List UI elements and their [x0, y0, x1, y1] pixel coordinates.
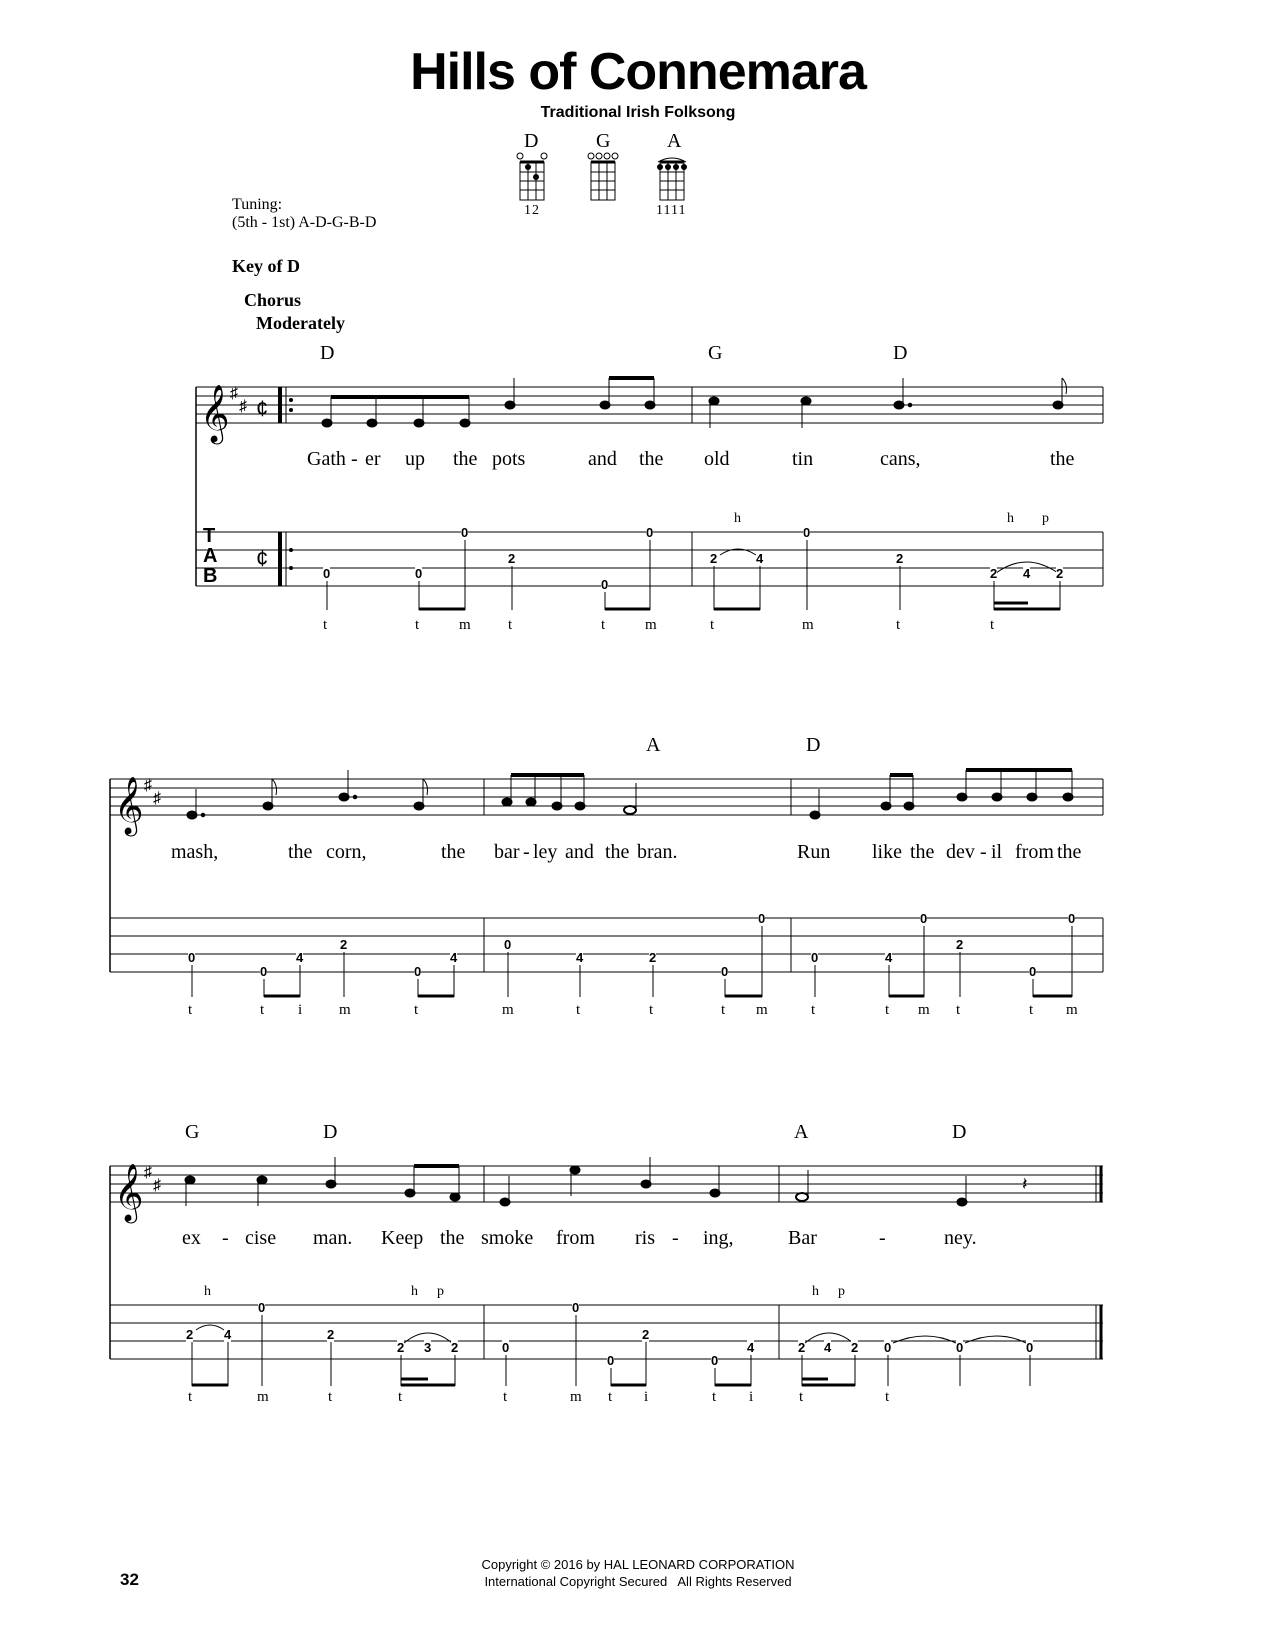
sharp-icon: ♯: [144, 1164, 152, 1181]
lyric-syllable: bran.: [637, 841, 678, 863]
sharp-icon: ♯: [144, 777, 152, 794]
tab-fret-number: 2: [186, 1327, 194, 1342]
lyric-syllable: dev: [946, 841, 975, 863]
tab-fret-number: 2: [397, 1340, 405, 1355]
cut-time-icon: ¢: [256, 546, 269, 571]
lyric-syllable: Bar: [788, 1227, 817, 1249]
chord-symbol: A: [794, 1121, 809, 1143]
lyric-syllable: up: [405, 448, 425, 470]
tab-fret-number: 0: [803, 525, 811, 540]
tab-fret-number: 4: [450, 950, 458, 965]
lyric-syllable: ris: [635, 1227, 655, 1249]
chord-diagram-name-d: D: [524, 130, 539, 152]
lyric-syllable: the: [453, 448, 478, 470]
chord-diagram-name-a: A: [667, 130, 682, 152]
tab-fret-number: 0: [414, 964, 422, 979]
chord-grid-a: [657, 158, 687, 200]
tab-fret-number: 0: [258, 1300, 266, 1315]
picking-finger: t: [811, 1002, 816, 1018]
picking-finger: t: [799, 1389, 804, 1405]
lyric-syllable: the: [440, 1227, 465, 1249]
tab-fret-number: 2: [956, 937, 964, 952]
picking-finger: m: [918, 1002, 930, 1018]
picking-finger: m: [459, 617, 471, 633]
tab-fret-number: 4: [576, 950, 584, 965]
picking-finger: m: [257, 1389, 269, 1405]
sharp-icon: ♯: [230, 385, 238, 402]
chord-symbol: D: [893, 342, 908, 364]
notation-system-2: [0, 765, 1276, 1035]
sharp-icon: ♯: [153, 1177, 161, 1194]
picking-finger: t: [503, 1389, 508, 1405]
tab-fret-number: 0: [260, 964, 268, 979]
tab-fret-number: 2: [990, 566, 998, 581]
song-title: Hills of Connemara: [410, 43, 866, 101]
notation-system-3: [0, 1150, 1276, 1420]
tab-fret-number: 0: [811, 950, 819, 965]
tab-fret-number: 0: [323, 566, 331, 581]
tab-fret-number: 0: [572, 1300, 580, 1315]
picking-finger: t: [414, 1002, 419, 1018]
lyric-syllable: and: [565, 841, 594, 863]
lyric-syllable: Keep: [381, 1227, 424, 1249]
tab-fret-number: 2: [340, 937, 348, 952]
picking-finger: t: [415, 617, 420, 633]
tab-fret-number: 0: [1068, 911, 1076, 926]
picking-finger: i: [749, 1389, 754, 1405]
technique-hammer-on: h: [204, 1284, 211, 1299]
technique-pull-off: p: [838, 1284, 845, 1299]
tempo-marking: Moderately: [256, 313, 345, 333]
lyric-syllable: bar: [494, 841, 520, 863]
lyric-syllable: ney.: [944, 1227, 977, 1249]
tab-fret-number: 3: [424, 1340, 432, 1355]
lyric-hyphen: -: [523, 841, 530, 863]
lyric-syllable: the: [1050, 448, 1075, 470]
lyric-syllable: from: [1015, 841, 1054, 863]
tab-fret-number: 0: [758, 911, 766, 926]
cut-time-icon: ¢: [256, 396, 269, 421]
notes-measure-1: [322, 378, 655, 427]
picking-finger: t: [328, 1389, 333, 1405]
tab-fret-number: 2: [1056, 566, 1064, 581]
tab-fret-number: 0: [956, 1340, 964, 1355]
technique-hammer-on: h: [734, 511, 741, 526]
lyric-syllable: cise: [245, 1227, 277, 1249]
lyric-syllable: the: [441, 841, 466, 863]
picking-finger: m: [502, 1002, 514, 1018]
lyric-syllable: the: [1057, 841, 1082, 863]
lyric-syllable: ley: [533, 841, 558, 863]
picking-finger: t: [712, 1389, 717, 1405]
picking-finger: t: [508, 617, 513, 633]
tab-fret-number: 4: [824, 1340, 832, 1355]
picking-finger: m: [756, 1002, 768, 1018]
picking-finger: t: [896, 617, 901, 633]
tab-fret-number: 4: [1023, 566, 1031, 581]
notes-measure-2: [709, 378, 1067, 428]
picking-finger: t: [601, 617, 606, 633]
chord-symbol: G: [185, 1121, 200, 1143]
tuning-label: Tuning:: [232, 196, 283, 213]
tab-fret-number: 4: [224, 1327, 232, 1342]
tab-fret-number: 0: [1029, 964, 1037, 979]
lyric-syllable: ex: [182, 1227, 201, 1249]
tab-clef-b: B: [203, 565, 218, 587]
tab-fret-number: 0: [188, 950, 196, 965]
chord-symbol: G: [708, 342, 723, 364]
picking-finger: i: [298, 1002, 303, 1018]
tab-fret-number: 0: [721, 964, 729, 979]
lyric-syllable: Gath: [307, 448, 346, 470]
lyric-syllable: er: [365, 448, 381, 470]
tab-fret-number: 0: [415, 566, 423, 581]
picking-finger: t: [1029, 1002, 1034, 1018]
tab-fret-number: 2: [642, 1327, 650, 1342]
picking-finger: t: [721, 1002, 726, 1018]
picking-finger: i: [644, 1389, 649, 1405]
chord-diagram-fingering-d: 12: [524, 203, 540, 218]
picking-finger: t: [188, 1389, 193, 1405]
treble-clef-icon: 𝄞: [200, 385, 230, 441]
treble-clef-icon: 𝄞: [114, 777, 144, 833]
picking-finger: t: [649, 1002, 654, 1018]
tab-fret-number: 4: [756, 551, 764, 566]
lyric-syllable: cans,: [880, 448, 921, 470]
lyric-syllable: il: [991, 841, 1003, 863]
picking-finger: t: [188, 1002, 193, 1018]
song-subtitle: Traditional Irish Folksong: [540, 104, 736, 121]
tab-fret-number: 2: [649, 950, 657, 965]
lyric-hyphen: -: [222, 1227, 229, 1249]
tab-clef-t: T: [203, 525, 216, 547]
technique-pull-off: p: [437, 1284, 444, 1299]
chord-symbol: D: [806, 734, 821, 756]
tuning-value: (5th - 1st) A-D-G-B-D: [232, 214, 377, 231]
tab-fret-number: 4: [296, 950, 304, 965]
quarter-rest-icon: 𝄽: [1022, 1174, 1028, 1194]
chord-diagram-name-g: G: [596, 130, 611, 152]
tab-fret-number: 0: [502, 1340, 510, 1355]
tab-fret-number: 2: [508, 551, 516, 566]
picking-finger: t: [323, 617, 328, 633]
lyric-syllable: the: [605, 841, 630, 863]
sharp-icon: ♯: [153, 790, 161, 807]
picking-finger: t: [956, 1002, 961, 1018]
tab-clef-a: A: [203, 545, 218, 567]
tab-fret-number: 0: [884, 1340, 892, 1355]
lyric-syllable: man.: [313, 1227, 353, 1249]
picking-finger: t: [710, 617, 715, 633]
sharp-icon: ♯: [239, 398, 247, 415]
picking-finger: t: [576, 1002, 581, 1018]
lyric-syllable: smoke: [481, 1227, 534, 1249]
lyric-syllable: like: [872, 841, 902, 863]
chord-diagrams-graphic: [510, 150, 710, 206]
lyric-hyphen: -: [879, 1227, 886, 1249]
picking-finger: t: [260, 1002, 265, 1018]
picking-finger: t: [885, 1002, 890, 1018]
technique-hammer-on: h: [1007, 511, 1014, 526]
lyric-syllable: from: [556, 1227, 595, 1249]
picking-finger: t: [608, 1389, 613, 1405]
technique-hammer-on: h: [812, 1284, 819, 1299]
chord-diagram-fingering-a: 1111: [656, 203, 687, 218]
chord-grid-g: [588, 153, 618, 200]
picking-finger: t: [398, 1389, 403, 1405]
lyric-syllable: ing,: [703, 1227, 734, 1249]
section-label: Chorus: [244, 290, 302, 310]
technique-pull-off: p: [1042, 511, 1049, 526]
lyric-syllable: and: [588, 448, 617, 470]
tab-fret-number: 0: [601, 577, 609, 592]
lyric-syllable: corn,: [326, 841, 367, 863]
tab-fret-number: 4: [747, 1340, 755, 1355]
copyright-notice: [0, 1556, 1276, 1590]
chord-grid-d: [517, 153, 547, 200]
picking-finger: m: [339, 1002, 351, 1018]
tab-fret-number: 2: [798, 1340, 806, 1355]
picking-finger: t: [885, 1389, 890, 1405]
tab-fret-number: 0: [920, 911, 928, 926]
tab-fret-number: 2: [710, 551, 718, 566]
key-signature-label: Key of D: [232, 256, 300, 276]
copyright-line-1: Copyright © 2016 by HAL LEONARD CORPORATION: [481, 1557, 795, 1572]
chord-symbol: D: [323, 1121, 338, 1143]
technique-hammer-on: h: [411, 1284, 418, 1299]
lyric-syllable: pots: [492, 448, 526, 470]
tab-fret-number: 2: [327, 1327, 335, 1342]
tab-fret-number: 4: [885, 950, 893, 965]
copyright-line-2: International Copyright Secured All Rights Reserved: [484, 1574, 792, 1589]
page-number: 32: [120, 1570, 139, 1589]
chord-symbol: A: [646, 734, 661, 756]
picking-finger: m: [645, 617, 657, 633]
tab-fret-number: 0: [1026, 1340, 1034, 1355]
lyric-syllable: mash,: [171, 841, 219, 863]
lyric-syllable: tin: [792, 448, 814, 470]
picking-finger: m: [1066, 1002, 1078, 1018]
tab-fret-number: 2: [851, 1340, 859, 1355]
lyric-syllable: the: [639, 448, 664, 470]
tab-fret-number: 0: [646, 525, 654, 540]
treble-clef-icon: 𝄞: [114, 1164, 144, 1220]
chord-symbol: D: [952, 1121, 967, 1143]
tab-fret-number: 2: [896, 551, 904, 566]
lyric-hyphen: -: [980, 841, 987, 863]
lyric-syllable: the: [288, 841, 313, 863]
lyric-hyphen: -: [672, 1227, 679, 1249]
lyric-syllable: the: [910, 841, 935, 863]
tab-fret-number: 0: [711, 1353, 719, 1368]
lyric-syllable: old: [704, 448, 730, 470]
tab-fret-number: 0: [461, 525, 469, 540]
picking-finger: t: [990, 617, 995, 633]
picking-finger: m: [570, 1389, 582, 1405]
tab-fret-number: 0: [504, 937, 512, 952]
chord-symbol: D: [320, 342, 335, 364]
tab-fret-number: 2: [451, 1340, 459, 1355]
tab-fret-number: 0: [607, 1353, 615, 1368]
lyric-hyphen: -: [351, 448, 358, 470]
notation-system-1: [0, 370, 1276, 640]
picking-finger: m: [802, 617, 814, 633]
lyric-syllable: Run: [797, 841, 831, 863]
